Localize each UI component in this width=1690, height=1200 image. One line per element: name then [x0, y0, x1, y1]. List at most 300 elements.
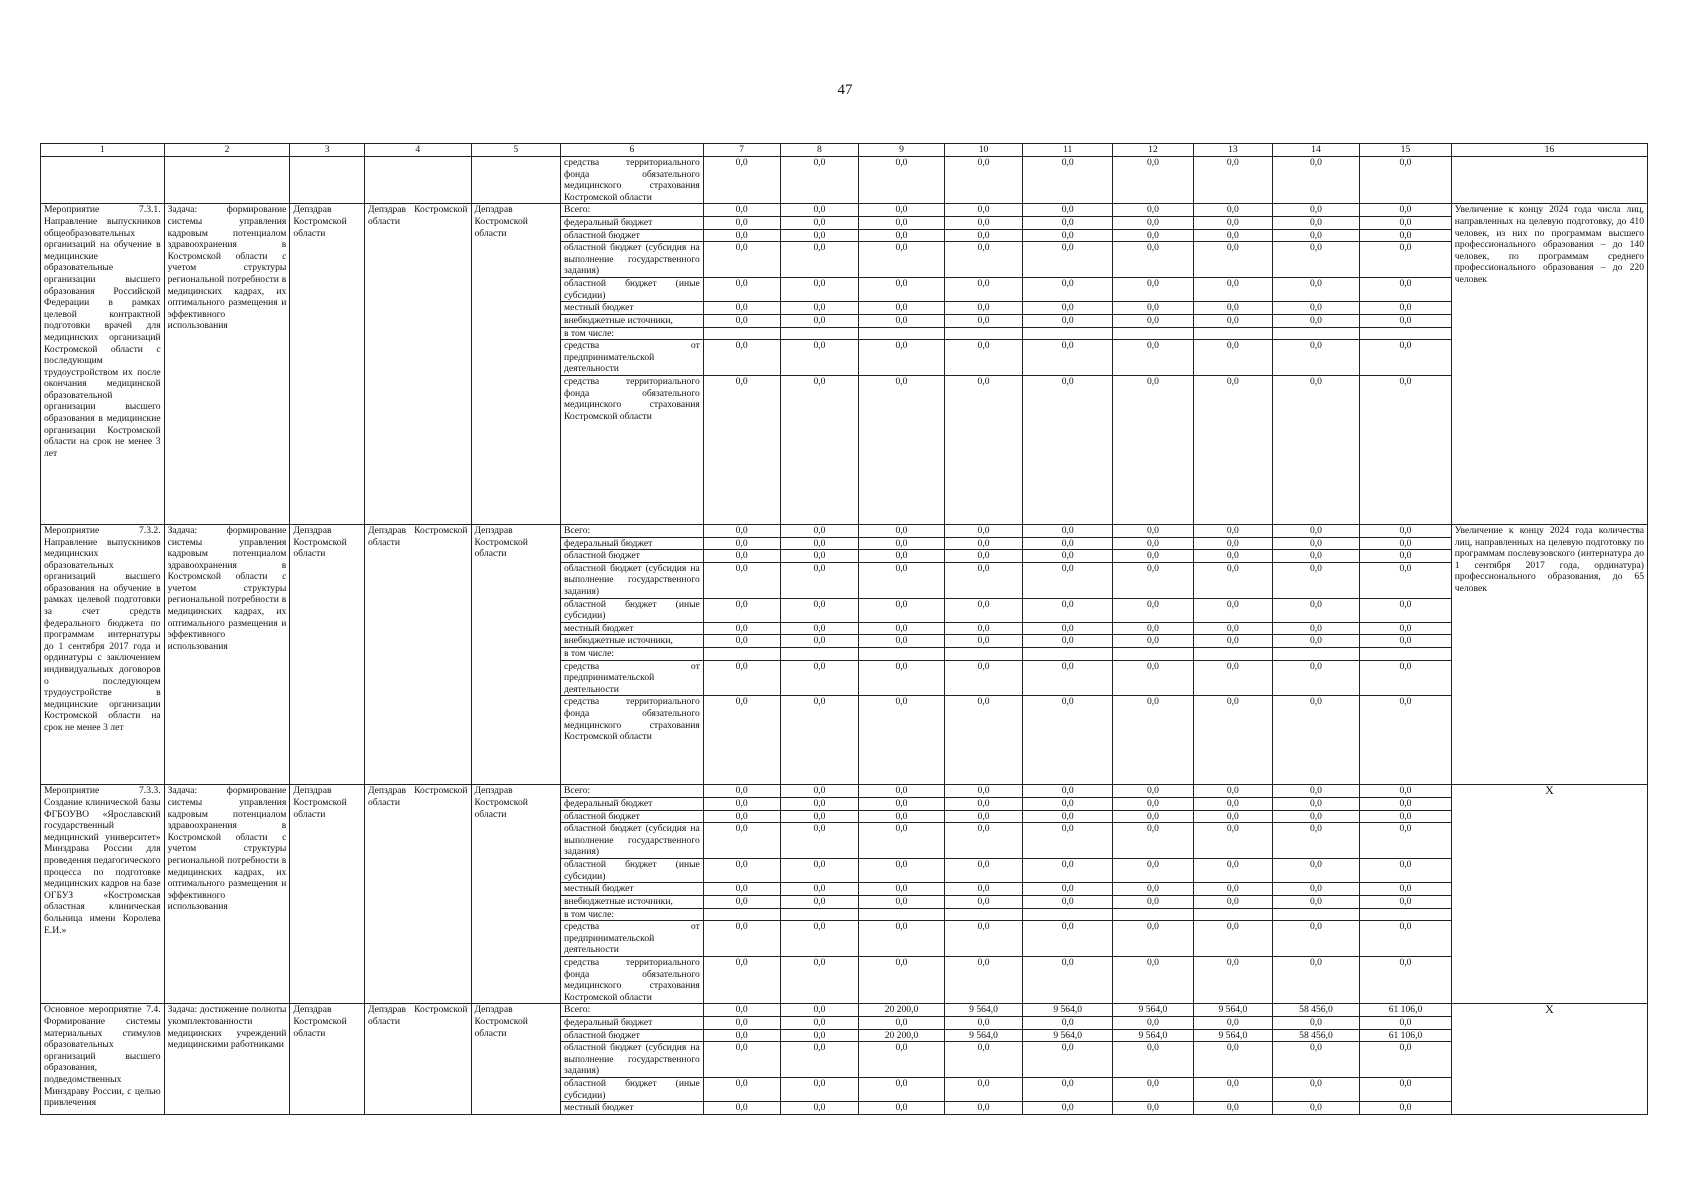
- value-cell: 0,0: [703, 562, 780, 598]
- value-cell: 0,0: [859, 216, 944, 229]
- value-cell: 0,0: [1360, 562, 1452, 598]
- value-cell: 0,0: [859, 278, 944, 302]
- value-cell: 0,0: [1112, 696, 1193, 785]
- value-cell: 0,0: [1023, 314, 1113, 327]
- funding-source: Всего:: [561, 785, 704, 798]
- empty-cell: [364, 157, 471, 204]
- value-cell: 0,0: [1272, 157, 1359, 204]
- value-cell: 0,0: [859, 562, 944, 598]
- value-cell: 0,0: [1023, 204, 1113, 217]
- value-cell: 0,0: [703, 921, 780, 957]
- table-row: [41, 785, 1648, 798]
- value-cell: 0,0: [1360, 622, 1452, 635]
- value-cell: 0,0: [1272, 921, 1359, 957]
- value-cell: 0,0: [780, 157, 859, 204]
- value-cell: 0,0: [703, 1004, 780, 1017]
- value-cell: 0,0: [1272, 229, 1359, 242]
- funding-source: областной бюджет (субсидия на выполнение государственного задания): [561, 1042, 704, 1078]
- value-cell: 0,0: [1023, 810, 1113, 823]
- value-cell: 0,0: [1272, 598, 1359, 622]
- value-cell: 0,0: [780, 550, 859, 563]
- value-cell: 0,0: [944, 785, 1023, 798]
- value-cell: 0,0: [1112, 204, 1193, 217]
- value-cell: 0,0: [703, 229, 780, 242]
- measure-task: Задача: формирование системы управления кадровым потенциалом здравоохранения в Костромской области с учетом структуры региональной потребности в медицинских кадрах, их оптимального размещения и эффективного использования: [164, 204, 290, 525]
- value-cell: 0,0: [1360, 896, 1452, 909]
- funding-source: внебюджетные источники,: [561, 896, 704, 909]
- value-cell: [944, 908, 1023, 921]
- value-cell: 0,0: [1360, 340, 1452, 376]
- funding-source: средства территориального фонда обязательного медицинского страхования Костромской области: [561, 696, 704, 785]
- value-cell: 0,0: [1023, 375, 1113, 524]
- value-cell: [859, 327, 944, 340]
- value-cell: 0,0: [1023, 635, 1113, 648]
- value-cell: 0,0: [780, 302, 859, 315]
- value-cell: 0,0: [944, 204, 1023, 217]
- value-cell: 0,0: [1360, 1042, 1452, 1078]
- funding-source: средства от предпринимательской деятельности: [561, 340, 704, 376]
- value-cell: 0,0: [1193, 883, 1272, 896]
- value-cell: 0,0: [1360, 524, 1452, 537]
- value-cell: [1193, 908, 1272, 921]
- value-cell: 0,0: [780, 696, 859, 785]
- value-cell: 0,0: [780, 375, 859, 524]
- value-cell: 0,0: [859, 157, 944, 204]
- value-cell: 0,0: [1272, 635, 1359, 648]
- value-cell: 0,0: [1272, 314, 1359, 327]
- value-cell: 0,0: [703, 1016, 780, 1029]
- value-cell: 0,0: [780, 883, 859, 896]
- value-cell: 0,0: [1112, 340, 1193, 376]
- funding-source: областной бюджет (иные субсидии): [561, 1078, 704, 1102]
- value-cell: 0,0: [1193, 696, 1272, 785]
- value-cell: 0,0: [944, 314, 1023, 327]
- value-cell: 0,0: [944, 524, 1023, 537]
- value-cell: 0,0: [1112, 1102, 1193, 1115]
- value-cell: 0,0: [1193, 157, 1272, 204]
- col-header: 7: [703, 144, 780, 157]
- value-cell: [944, 327, 1023, 340]
- value-cell: 0,0: [1360, 1078, 1452, 1102]
- funding-source: областной бюджет (иные субсидии): [561, 859, 704, 883]
- empty-cell: [1451, 157, 1647, 204]
- value-cell: 0,0: [780, 1016, 859, 1029]
- value-cell: 0,0: [1360, 859, 1452, 883]
- value-cell: 0,0: [944, 883, 1023, 896]
- value-cell: 0,0: [1112, 562, 1193, 598]
- value-cell: 0,0: [703, 242, 780, 278]
- value-cell: 0,0: [780, 1078, 859, 1102]
- value-cell: 0,0: [1193, 921, 1272, 957]
- funding-source: федеральный бюджет: [561, 216, 704, 229]
- value-cell: 58 456,0: [1272, 1004, 1359, 1017]
- col-header: 2: [164, 144, 290, 157]
- executor-cell: Депздрав Костромской области: [290, 524, 365, 785]
- executor-cell: Депздрав Костромской области: [364, 524, 471, 785]
- value-cell: 0,0: [1193, 524, 1272, 537]
- value-cell: 0,0: [1112, 798, 1193, 811]
- value-cell: 0,0: [703, 1042, 780, 1078]
- expected-result: Х: [1451, 785, 1647, 1004]
- value-cell: 0,0: [1360, 1102, 1452, 1115]
- value-cell: 0,0: [703, 785, 780, 798]
- value-cell: 0,0: [1360, 229, 1452, 242]
- value-cell: 0,0: [859, 810, 944, 823]
- executor-cell: Депздрав Костромской области: [290, 1004, 365, 1115]
- measure-name: Мероприятие 7.3.1. Направление выпускников общеобразовательных организаций на обучение в медицинские образовательные организации высшего образования Российской Федерации в рамках целевой контрактной подготовки врачей для медицинских организаций Костромской области с последующим трудоустройством их после окончания медицинской образовательной организации высшего образования в медицинские организации Костромской области на срок не менее 3 лет: [41, 204, 165, 525]
- value-cell: 0,0: [703, 1029, 780, 1042]
- column-number-row: [41, 144, 1648, 157]
- value-cell: 0,0: [1112, 550, 1193, 563]
- value-cell: 0,0: [703, 314, 780, 327]
- value-cell: 0,0: [944, 302, 1023, 315]
- value-cell: [780, 648, 859, 661]
- value-cell: 0,0: [1112, 537, 1193, 550]
- funding-source: средства территориального фонда обязательного медицинского страхования Костромской области: [561, 157, 704, 204]
- value-cell: 0,0: [1360, 242, 1452, 278]
- value-cell: 0,0: [1112, 1078, 1193, 1102]
- value-cell: 0,0: [1112, 785, 1193, 798]
- value-cell: 0,0: [944, 823, 1023, 859]
- funding-source: в том числе:: [561, 327, 704, 340]
- measure-name: Мероприятие 7.3.2. Направление выпускников медицинских образовательных организаций высшего образования на обучение в рамках целевой подготовки за счет средств федерального бюджета по программам интернатуры до 1 сентября 2017 года и ординатуры с заключением индивидуальных договоров о последующем трудоустройстве в медицинские организации Костромской области на срок не менее 3 лет: [41, 524, 165, 785]
- value-cell: 0,0: [944, 278, 1023, 302]
- value-cell: 0,0: [780, 810, 859, 823]
- col-header: 6: [561, 144, 704, 157]
- value-cell: 0,0: [944, 537, 1023, 550]
- value-cell: 0,0: [944, 1042, 1023, 1078]
- executor-cell: Депздрав Костромской области: [290, 204, 365, 525]
- value-cell: 0,0: [1193, 785, 1272, 798]
- funding-source: областной бюджет (субсидия на выполнение государственного задания): [561, 562, 704, 598]
- value-cell: [703, 908, 780, 921]
- value-cell: 0,0: [944, 635, 1023, 648]
- value-cell: 0,0: [859, 883, 944, 896]
- value-cell: 0,0: [1360, 1016, 1452, 1029]
- value-cell: 0,0: [780, 229, 859, 242]
- value-cell: 0,0: [944, 696, 1023, 785]
- value-cell: 0,0: [780, 242, 859, 278]
- value-cell: 61 106,0: [1360, 1029, 1452, 1042]
- value-cell: 0,0: [1112, 823, 1193, 859]
- measure-task: Задача: формирование системы управления кадровым потенциалом здравоохранения в Костромской области с учетом структуры региональной потребности в медицинских кадрах, их оптимального размещения и эффективного использования: [164, 524, 290, 785]
- value-cell: 0,0: [780, 896, 859, 909]
- value-cell: [1193, 648, 1272, 661]
- value-cell: 0,0: [1360, 956, 1452, 1003]
- value-cell: 0,0: [1360, 375, 1452, 524]
- value-cell: 0,0: [1112, 302, 1193, 315]
- value-cell: 0,0: [859, 785, 944, 798]
- value-cell: 0,0: [944, 798, 1023, 811]
- value-cell: 0,0: [1193, 229, 1272, 242]
- value-cell: 0,0: [1360, 550, 1452, 563]
- value-cell: 0,0: [780, 1102, 859, 1115]
- value-cell: 0,0: [1272, 204, 1359, 217]
- value-cell: 0,0: [1272, 242, 1359, 278]
- value-cell: 0,0: [944, 550, 1023, 563]
- value-cell: 61 106,0: [1360, 1004, 1452, 1017]
- executor-cell: Депздрав Костромской области: [471, 1004, 561, 1115]
- col-header: 10: [944, 144, 1023, 157]
- value-cell: 0,0: [1272, 622, 1359, 635]
- value-cell: [1272, 648, 1359, 661]
- value-cell: 0,0: [1023, 1102, 1113, 1115]
- value-cell: 20 200,0: [859, 1029, 944, 1042]
- funding-source: областной бюджет: [561, 229, 704, 242]
- funding-source: областной бюджет (субсидия на выполнение государственного задания): [561, 242, 704, 278]
- value-cell: 0,0: [1193, 537, 1272, 550]
- table-row: [41, 204, 1648, 217]
- value-cell: 0,0: [859, 340, 944, 376]
- value-cell: 0,0: [859, 242, 944, 278]
- funding-source: средства территориального фонда обязательного медицинского страхования Костромской области: [561, 375, 704, 524]
- value-cell: 9 564,0: [1112, 1004, 1193, 1017]
- funding-source: областной бюджет: [561, 1029, 704, 1042]
- executor-cell: Депздрав Костромской области: [364, 785, 471, 1004]
- executor-cell: Депздрав Костромской области: [471, 785, 561, 1004]
- value-cell: 0,0: [1193, 956, 1272, 1003]
- value-cell: [703, 648, 780, 661]
- executor-cell: Депздрав Костромской области: [364, 1004, 471, 1115]
- funding-source: местный бюджет: [561, 622, 704, 635]
- funding-source: областной бюджет (субсидия на выполнение государственного задания): [561, 823, 704, 859]
- value-cell: 0,0: [1360, 883, 1452, 896]
- value-cell: 0,0: [859, 660, 944, 696]
- value-cell: 0,0: [1193, 375, 1272, 524]
- value-cell: 0,0: [1272, 1102, 1359, 1115]
- value-cell: 0,0: [859, 798, 944, 811]
- value-cell: 0,0: [1360, 785, 1452, 798]
- value-cell: 0,0: [1112, 229, 1193, 242]
- value-cell: 58 456,0: [1272, 1029, 1359, 1042]
- value-cell: 0,0: [1272, 340, 1359, 376]
- value-cell: 0,0: [1193, 859, 1272, 883]
- value-cell: [1272, 908, 1359, 921]
- value-cell: 0,0: [944, 921, 1023, 957]
- value-cell: 0,0: [1272, 823, 1359, 859]
- value-cell: 0,0: [1193, 1078, 1272, 1102]
- col-header: 1: [41, 144, 165, 157]
- funding-source: средства территориального фонда обязательного медицинского страхования Костромской области: [561, 956, 704, 1003]
- value-cell: 0,0: [859, 550, 944, 563]
- value-cell: 0,0: [780, 956, 859, 1003]
- value-cell: 0,0: [1360, 216, 1452, 229]
- value-cell: 0,0: [1193, 278, 1272, 302]
- value-cell: 0,0: [859, 1078, 944, 1102]
- measure-task: Задача: достижение полноты укомплектованности медицинских учреждений медицинскими работниками: [164, 1004, 290, 1115]
- executor-cell: Депздрав Костромской области: [471, 524, 561, 785]
- measure-name: Основное мероприятие 7.4. Формирование системы материальных стимулов образовательных организаций высшего образования, подведомственных Минздраву России, с целью привлечения: [41, 1004, 165, 1115]
- value-cell: 0,0: [1193, 810, 1272, 823]
- value-cell: 0,0: [859, 537, 944, 550]
- value-cell: 0,0: [1272, 216, 1359, 229]
- value-cell: 0,0: [944, 622, 1023, 635]
- value-cell: 0,0: [1023, 302, 1113, 315]
- value-cell: 0,0: [944, 896, 1023, 909]
- executor-cell: Депздрав Костромской области: [364, 204, 471, 525]
- expected-result: Увеличение к концу 2024 года числа лиц, направленных на целевую подготовку, до 410 человек, из них по программам высшего профессионального образования – до 140 человек, по программам среднего профессионального образования – до 220 человек: [1451, 204, 1647, 525]
- value-cell: 0,0: [944, 562, 1023, 598]
- funding-source: Всего:: [561, 204, 704, 217]
- value-cell: 0,0: [1023, 229, 1113, 242]
- funding-source: в том числе:: [561, 648, 704, 661]
- value-cell: 0,0: [780, 622, 859, 635]
- value-cell: 0,0: [780, 798, 859, 811]
- value-cell: 0,0: [944, 1078, 1023, 1102]
- value-cell: 0,0: [1112, 598, 1193, 622]
- value-cell: 0,0: [1023, 216, 1113, 229]
- funding-source: внебюджетные источники,: [561, 314, 704, 327]
- value-cell: 0,0: [1272, 562, 1359, 598]
- value-cell: 0,0: [1023, 859, 1113, 883]
- value-cell: 0,0: [944, 810, 1023, 823]
- value-cell: 0,0: [1023, 340, 1113, 376]
- value-cell: 0,0: [780, 340, 859, 376]
- value-cell: 0,0: [1193, 598, 1272, 622]
- value-cell: 0,0: [859, 622, 944, 635]
- funding-source: областной бюджет (иные субсидии): [561, 278, 704, 302]
- measure-task: Задача: формирование системы управления кадровым потенциалом здравоохранения в Костромской области с учетом структуры региональной потребности в медицинских кадрах, их оптимального размещения и эффективного использования: [164, 785, 290, 1004]
- value-cell: 0,0: [703, 823, 780, 859]
- value-cell: 0,0: [1193, 1016, 1272, 1029]
- value-cell: 0,0: [1272, 278, 1359, 302]
- value-cell: 9 564,0: [944, 1004, 1023, 1017]
- value-cell: 0,0: [1112, 524, 1193, 537]
- value-cell: 0,0: [859, 204, 944, 217]
- value-cell: 9 564,0: [1112, 1029, 1193, 1042]
- value-cell: [1193, 327, 1272, 340]
- funding-source: областной бюджет: [561, 550, 704, 563]
- funding-source: местный бюджет: [561, 1102, 704, 1115]
- funding-source: областной бюджет: [561, 810, 704, 823]
- value-cell: 0,0: [703, 798, 780, 811]
- value-cell: 0,0: [1193, 1102, 1272, 1115]
- value-cell: 0,0: [1272, 302, 1359, 315]
- table-row: [41, 524, 1648, 537]
- value-cell: 0,0: [1023, 660, 1113, 696]
- value-cell: 9 564,0: [1023, 1004, 1113, 1017]
- value-cell: 0,0: [1112, 660, 1193, 696]
- value-cell: 0,0: [1023, 823, 1113, 859]
- value-cell: 0,0: [1360, 302, 1452, 315]
- value-cell: 0,0: [1360, 660, 1452, 696]
- value-cell: 0,0: [1360, 278, 1452, 302]
- funding-source: средства от предпринимательской деятельности: [561, 921, 704, 957]
- value-cell: 0,0: [1193, 216, 1272, 229]
- value-cell: 0,0: [1023, 242, 1113, 278]
- value-cell: 0,0: [859, 1102, 944, 1115]
- col-header: 5: [471, 144, 561, 157]
- value-cell: [1360, 327, 1452, 340]
- value-cell: 0,0: [1193, 204, 1272, 217]
- table-body: [41, 144, 1648, 1115]
- value-cell: 0,0: [1023, 524, 1113, 537]
- executor-cell: Депздрав Костромской области: [471, 204, 561, 525]
- value-cell: 0,0: [780, 216, 859, 229]
- value-cell: 0,0: [703, 956, 780, 1003]
- value-cell: 0,0: [1360, 314, 1452, 327]
- value-cell: 0,0: [1193, 242, 1272, 278]
- value-cell: 0,0: [1193, 1042, 1272, 1078]
- value-cell: 0,0: [944, 340, 1023, 376]
- value-cell: 0,0: [1023, 562, 1113, 598]
- funding-source: федеральный бюджет: [561, 798, 704, 811]
- value-cell: 0,0: [780, 537, 859, 550]
- value-cell: 0,0: [859, 859, 944, 883]
- value-cell: 0,0: [1112, 242, 1193, 278]
- value-cell: 9 564,0: [1023, 1029, 1113, 1042]
- value-cell: 0,0: [1023, 956, 1113, 1003]
- value-cell: 0,0: [703, 635, 780, 648]
- value-cell: 0,0: [1193, 302, 1272, 315]
- value-cell: 20 200,0: [859, 1004, 944, 1017]
- value-cell: 0,0: [1023, 1016, 1113, 1029]
- value-cell: 0,0: [1112, 1016, 1193, 1029]
- value-cell: [1360, 908, 1452, 921]
- funding-source: федеральный бюджет: [561, 537, 704, 550]
- value-cell: 0,0: [1360, 798, 1452, 811]
- value-cell: 0,0: [703, 375, 780, 524]
- value-cell: 0,0: [944, 660, 1023, 696]
- value-cell: 0,0: [780, 823, 859, 859]
- value-cell: 0,0: [1112, 157, 1193, 204]
- value-cell: 0,0: [944, 216, 1023, 229]
- value-cell: 0,0: [1112, 956, 1193, 1003]
- value-cell: 0,0: [780, 278, 859, 302]
- col-header: 4: [364, 144, 471, 157]
- value-cell: 0,0: [1360, 204, 1452, 217]
- value-cell: 0,0: [1023, 622, 1113, 635]
- value-cell: 0,0: [1193, 823, 1272, 859]
- value-cell: 0,0: [1272, 883, 1359, 896]
- value-cell: 0,0: [859, 823, 944, 859]
- value-cell: [780, 908, 859, 921]
- funding-source: в том числе:: [561, 908, 704, 921]
- value-cell: 0,0: [1023, 1078, 1113, 1102]
- value-cell: 0,0: [1023, 883, 1113, 896]
- value-cell: 0,0: [1023, 785, 1113, 798]
- value-cell: 0,0: [1193, 635, 1272, 648]
- value-cell: 0,0: [1023, 896, 1113, 909]
- value-cell: 0,0: [780, 635, 859, 648]
- value-cell: [1112, 648, 1193, 661]
- value-cell: 0,0: [1272, 524, 1359, 537]
- value-cell: 0,0: [1193, 340, 1272, 376]
- value-cell: 0,0: [859, 229, 944, 242]
- value-cell: 0,0: [1193, 798, 1272, 811]
- value-cell: 0,0: [859, 1016, 944, 1029]
- value-cell: 0,0: [703, 660, 780, 696]
- value-cell: 0,0: [859, 314, 944, 327]
- value-cell: 0,0: [1112, 896, 1193, 909]
- value-cell: 0,0: [1112, 921, 1193, 957]
- value-cell: 0,0: [1272, 1042, 1359, 1078]
- value-cell: 0,0: [703, 340, 780, 376]
- value-cell: 0,0: [859, 302, 944, 315]
- expected-result: Увеличение к концу 2024 года количества лиц, направленных на целевую подготовку по программам послевузовского (интернатура до 1 сентября 2017 года, ординатура) профессионального образования, до 65 человек: [1451, 524, 1647, 785]
- empty-cell: [290, 157, 365, 204]
- value-cell: 0,0: [859, 524, 944, 537]
- funding-source: местный бюджет: [561, 883, 704, 896]
- value-cell: 0,0: [944, 859, 1023, 883]
- value-cell: 0,0: [703, 550, 780, 563]
- value-cell: 0,0: [944, 157, 1023, 204]
- value-cell: 0,0: [1193, 896, 1272, 909]
- value-cell: [944, 648, 1023, 661]
- value-cell: [1112, 908, 1193, 921]
- executor-cell: Депздрав Костромской области: [290, 785, 365, 1004]
- funding-source: средства от предпринимательской деятельности: [561, 660, 704, 696]
